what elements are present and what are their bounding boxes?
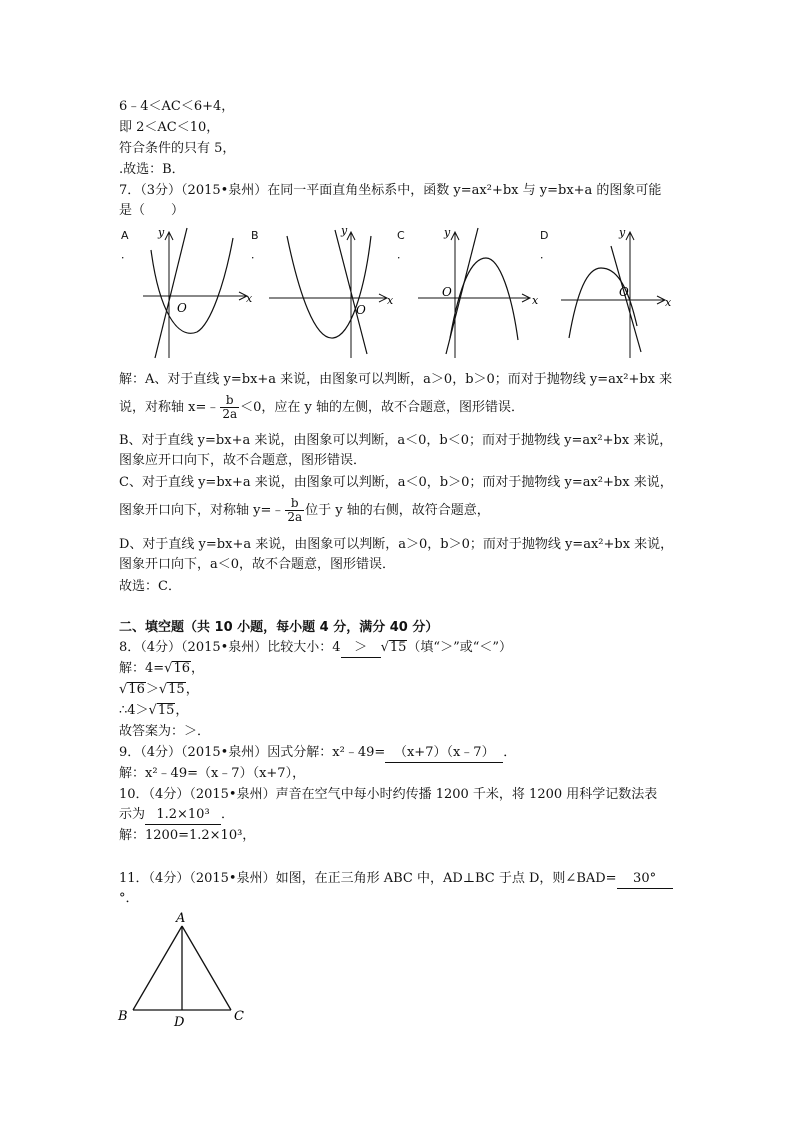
x-axis-label: x	[246, 292, 253, 305]
y-axis-label: y	[158, 226, 165, 239]
origin-label: O	[442, 285, 452, 299]
sqrt: √15	[148, 703, 175, 718]
x-axis-label: x	[532, 294, 539, 307]
vertex-c-label: C	[234, 1009, 244, 1024]
text-line: 6﹣4＜AC＜6+4，	[119, 99, 235, 114]
origin-label: O	[177, 301, 187, 315]
graph-a	[135, 222, 260, 362]
x-axis-label: x	[387, 294, 394, 307]
question-9	[119, 744, 516, 763]
origin-label: O	[356, 303, 366, 317]
text-run: 8．（4分）（2015•泉州）比较大小：4	[119, 640, 341, 655]
radicand: 15	[389, 640, 407, 655]
option-dot: ．	[121, 248, 132, 261]
option-c-label: C	[397, 229, 405, 242]
text-run: ，	[175, 703, 189, 718]
text-run: ．	[221, 807, 235, 822]
text-run: ．	[503, 745, 517, 760]
triangle-figure	[112, 908, 252, 1030]
solution-7-a: 解：A、对于直线 y=bx+a 来说，由图象可以判断，a＞0，b＞0；而对于抛物线 y=ax²+bx 来	[119, 372, 673, 387]
option-d-label: D	[540, 229, 549, 242]
vertex-a-label: A	[176, 911, 186, 926]
text-run: ，	[191, 661, 205, 676]
graph-c	[408, 222, 548, 362]
text-run: 11．（4分）（2015•泉州）如图，在正三角形 ABC 中，AD⊥BC 于点 D，则∠BAD=	[119, 871, 617, 886]
sqrt: √15	[380, 640, 407, 655]
text-run: 示为	[119, 807, 146, 822]
solution-9: 解：x²﹣49=（x﹣7）（x+7），	[119, 766, 306, 781]
solution-8-line	[119, 681, 199, 699]
fraction-denominator: 2a	[287, 510, 303, 524]
section-heading: 二、填空题（共 10 小题，每小题 4 分，满分 40 分）	[119, 620, 439, 635]
solution-8-line	[119, 702, 188, 720]
text-run: 说，对称轴 x=﹣	[119, 400, 220, 415]
vertex-b-label: B	[118, 1009, 128, 1024]
solution-7-c: C、对于直线 y=bx+a 来说，由图象可以判断，a＜0，b＞0；而对于抛物线 y=ax²+bx 来说，	[119, 475, 673, 490]
solution-7-d2: 图象开口向下，a＜0，故不合题意，图形错误．	[119, 557, 396, 572]
option-dot: ．	[540, 248, 551, 261]
question-7-stem: 7．（3分）（2015•泉州）在同一平面直角坐标系中，函数 y=ax²+bx 与 y=bx+a 的图象可能	[119, 183, 662, 198]
text-run: 图象开口向下，对称轴 y=﹣	[119, 503, 285, 518]
question-8	[119, 639, 512, 658]
graph-b	[265, 222, 405, 362]
radicand: 15	[168, 682, 185, 697]
graph-d	[555, 222, 680, 362]
fraction	[285, 497, 304, 524]
origin-label: O	[619, 285, 629, 299]
text-line: 即 2＜AC＜10，	[119, 120, 220, 135]
solution-10: 解：1200=1.2×10³，	[119, 828, 256, 843]
solution-7-d: D、对于直线 y=bx+a 来说，由图象可以判断，a＞0，b＞0；而对于抛物线 y=ax²+bx 来说，	[119, 537, 674, 552]
point-d-label: D	[174, 1015, 185, 1030]
fraction	[220, 394, 239, 421]
answer-blank: ＞	[341, 639, 381, 658]
y-axis-label: y	[341, 224, 348, 237]
text-line: 符合条件的只有 5，	[119, 141, 236, 156]
text-run: ＜0，应在 y 轴的左侧，故不合题意，图形错误．	[240, 400, 525, 415]
question-10-line2	[119, 806, 234, 825]
solution-7-c2	[119, 496, 490, 526]
question-11	[119, 870, 673, 889]
option-b-label: B	[251, 229, 259, 242]
question-11-line2: °．	[119, 891, 139, 906]
sqrt: √16	[119, 682, 145, 697]
text-run: ∴4＞	[119, 703, 149, 718]
x-axis-label: x	[665, 296, 672, 309]
fraction-numerator: b	[285, 497, 304, 511]
text-run: 位于 y 轴的右侧，故符合题意，	[305, 503, 490, 518]
question-10: 10．（4分）（2015•泉州）声音在空气中每小时约传播 1200 千米，将 1200 用科学记数法表	[119, 787, 658, 802]
text-run: ＞	[145, 682, 159, 697]
radicand: 16	[173, 661, 191, 676]
sqrt: √16	[164, 661, 191, 676]
text-run: 9．（4分）（2015•泉州）因式分解：x²﹣49=	[119, 745, 386, 760]
y-axis-label: y	[619, 226, 626, 239]
question-7-stem: 是（ ）	[119, 203, 185, 218]
text-run: ，	[185, 682, 199, 697]
fraction-numerator: b	[220, 394, 239, 408]
solution-8-line	[119, 660, 204, 678]
solution-7-a2	[119, 393, 524, 423]
text-line: .故选：B．	[119, 162, 185, 177]
fraction-denominator: 2a	[222, 407, 238, 421]
solution-7-b2: 图象应开口向下，故不合题意，图形错误．	[119, 453, 367, 468]
radicand: 15	[157, 703, 175, 718]
option-a-label: A	[121, 229, 129, 242]
sqrt: √15	[158, 682, 185, 697]
radicand: 16	[128, 682, 145, 697]
answer-blank: （x+7）（x﹣7）	[385, 744, 503, 763]
answer-blank: 30°	[617, 870, 673, 889]
option-dot: ．	[251, 248, 262, 261]
solution-8-answer: 故答案为：＞．	[119, 724, 211, 739]
text-run: 解：4=	[119, 661, 165, 676]
y-axis-label: y	[444, 226, 451, 239]
solution-7-answer: 故选：C．	[119, 579, 181, 594]
option-dot: ．	[397, 248, 408, 261]
answer-blank: 1.2×10³	[145, 806, 221, 825]
solution-7-b: B、对于直线 y=bx+a 来说，由图象可以判断，a＜0，b＜0；而对于抛物线 y=ax²+bx 来说，	[119, 433, 673, 448]
text-run: （填“＞”或“＜”）	[407, 640, 513, 655]
